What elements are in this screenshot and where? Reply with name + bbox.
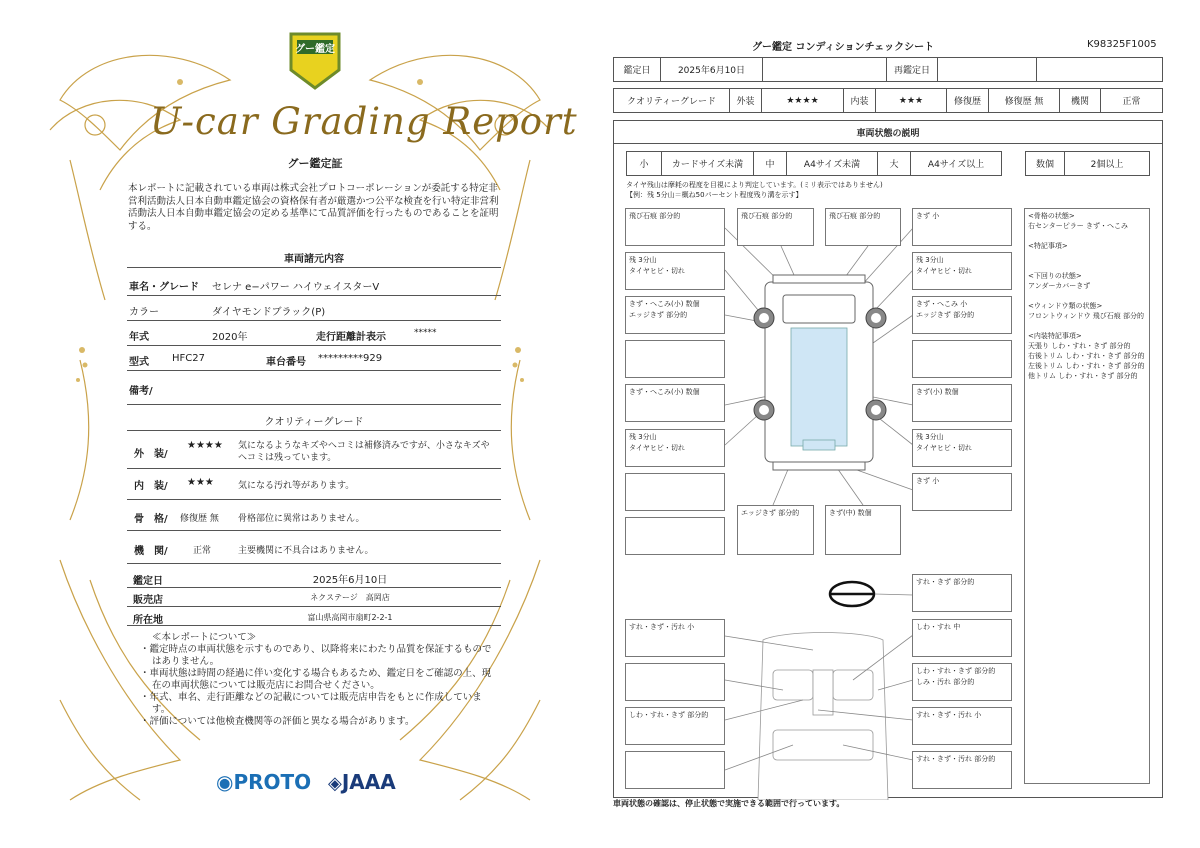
engine-label: 機 関/ xyxy=(134,546,168,557)
note-line: フロントウィンドウ 飛び石痕 部分的 xyxy=(1028,312,1145,320)
size-mid-description: A4サイズ未満 xyxy=(786,151,878,176)
address-value: 富山県高岡市扇町2-2-1 xyxy=(307,613,393,622)
type-label: 型式 xyxy=(129,357,149,368)
note-item: ・年式、車名、走行距離などの記載については販売店申告をもとに作成しています。 xyxy=(140,692,482,715)
size-small-description: カードサイズ未満 xyxy=(661,151,754,176)
interior-stars: ★★★ xyxy=(187,477,214,488)
divider xyxy=(127,587,501,588)
repair-history-value: 修復歴 無 xyxy=(988,88,1060,113)
divider xyxy=(127,625,501,626)
remarks-label: 備考/ xyxy=(129,386,153,397)
exterior-stars: ★★★★ xyxy=(761,88,844,113)
condition-title: 車両状態の説明 xyxy=(613,120,1163,144)
spec-section-title: 車両諸元内容 xyxy=(284,254,344,265)
damage-box-rear-left xyxy=(625,473,725,511)
note-line xyxy=(1028,231,1146,241)
frame-description: 骨格部位に異常はありません。 xyxy=(238,514,365,524)
year-value: 2020年 xyxy=(212,332,248,343)
damage-box-right-middle xyxy=(912,340,1012,378)
interior-box-rear-left xyxy=(625,751,725,789)
tire-note: タイヤ残山は摩耗の程度を目視により判定しています。(ミリ表示ではありません) xyxy=(626,181,883,189)
divider xyxy=(127,499,501,500)
exterior-stars: ★★★★ xyxy=(187,440,223,451)
certificate-title: グー鑑定証 xyxy=(287,157,343,170)
note-spacer xyxy=(1028,251,1146,271)
note-spacer xyxy=(1028,321,1146,331)
engine-description: 主要機関に不具合はありません。 xyxy=(238,546,374,556)
damage-box-left-middle xyxy=(625,340,725,378)
damage-box-front-right: きず 小 xyxy=(912,208,1012,246)
count-description: 2個以上 xyxy=(1064,151,1150,176)
damage-box-right-front-door: きず・へこみ 小 エッジきず 部分的 xyxy=(912,296,1012,334)
damage-box-rear-corner-left xyxy=(625,517,725,555)
model-label: 車名・グレード xyxy=(129,282,199,293)
interior-box-rear-seat: すれ・きず・汚れ 部分的 xyxy=(912,751,1012,789)
size-small: 小 xyxy=(626,151,662,176)
address-label: 所在地 xyxy=(133,615,163,626)
note-item: ・鑑定時点の車両状態を示すものであり、以降将来にわたり品質を保証するものではありません。 xyxy=(140,644,492,667)
note-line: 天張り しわ・すれ・きず 部分的 xyxy=(1028,342,1131,350)
divider xyxy=(127,370,501,371)
tire-box-front-right: 残 3分山 タイヤヒビ・切れ xyxy=(912,252,1012,290)
quality-section-title: クオリティーグレード xyxy=(264,417,364,428)
divider xyxy=(127,468,501,469)
size-mid: 中 xyxy=(753,151,787,176)
repair-history-label: 修復歴 xyxy=(946,88,989,113)
frame-label: 骨 格/ xyxy=(134,514,168,525)
date-label: 鑑定日 xyxy=(133,576,163,587)
damage-box-rear-center-left: エッジきず 部分的 xyxy=(737,505,814,555)
note-spacer xyxy=(1028,291,1146,301)
interior-box-steering: すれ・きず 部分的 xyxy=(912,574,1012,612)
damage-box-front-center-right: 飛び石痕 部分的 xyxy=(825,208,901,246)
size-large-description: A4サイズ以上 xyxy=(910,151,1002,176)
tire-example-note: 【例：残 5分山＝概ね50パーセント程度残り溝を示す】 xyxy=(626,191,803,199)
quality-grade-label: クオリティーグレード xyxy=(613,88,730,113)
chassis-label: 車台番号 xyxy=(266,357,306,368)
interior-stars: ★★★ xyxy=(875,88,947,113)
proto-logo xyxy=(216,770,311,794)
divider xyxy=(127,530,501,531)
date-value: 2025年6月10日 xyxy=(312,575,388,586)
report-notes xyxy=(140,632,500,728)
proto-logo-text: PROTO xyxy=(233,770,312,794)
badge-text: グー鑑定 xyxy=(295,44,335,55)
color-label: カラー xyxy=(129,307,159,318)
divider xyxy=(127,267,501,268)
damage-box-rear-right: きず 小 xyxy=(912,473,1012,511)
damage-box-rear-center-right: きず(中) 数個 xyxy=(825,505,901,555)
damage-box-front-left: 飛び石痕 部分的 xyxy=(625,208,725,246)
store-value: ネクステージ 高岡店 xyxy=(310,593,390,602)
divider xyxy=(127,345,501,346)
note-line: アンダーカバーきず xyxy=(1028,282,1091,290)
exterior-label: 外 装/ xyxy=(134,449,168,460)
mileage-value: ***** xyxy=(414,328,437,338)
engine-label: 機関 xyxy=(1059,88,1101,113)
damage-box-left-rear-door: きず・へこみ(小) 数個 xyxy=(625,384,725,422)
side-notes-panel xyxy=(1024,208,1150,784)
divider xyxy=(127,430,501,431)
engine-value: 正常 xyxy=(1100,88,1163,113)
engine-value: 正常 xyxy=(193,546,212,556)
divider xyxy=(127,606,501,607)
color-value: ダイヤモンドブラック(P) xyxy=(212,307,326,318)
note-line: 左後トリム しわ・すれ・きず 部分的 xyxy=(1028,362,1145,370)
note-line: <ウィンドウ類の状態> xyxy=(1028,302,1103,310)
year-label: 年式 xyxy=(129,332,149,343)
interior-description: 気になる汚れ等があります。 xyxy=(238,481,355,491)
certificate-intro-text: 本レポートに記載されている車両は株式会社プロトコーポレーションが委託する特定非営利活動法人日本自動車鑑定協会の資格保有者が厳選かつ公平な検査を行い特定非営利活動法人日本自動車鑑定協会の定める基準にて品質評価を行ったものであることを証明する。 xyxy=(128,183,499,232)
size-large: 大 xyxy=(877,151,911,176)
reappraisal-label: 再鑑定日 xyxy=(886,57,938,82)
note-line: 右後トリム しわ・すれ・きず 部分的 xyxy=(1028,352,1145,360)
divider xyxy=(127,295,501,296)
interior-box-front-left xyxy=(625,663,725,701)
tire-box-front-left: 残 3分山 タイヤヒビ・切れ xyxy=(625,252,725,290)
store-label: 販売店 xyxy=(133,595,163,606)
interior-box-front-right-seat: しわ・すれ 中 xyxy=(912,619,1012,657)
note-line: 右センターピラー きず・へこみ xyxy=(1028,222,1128,230)
interior-label: 内 装/ xyxy=(134,481,168,492)
interior-label: 内装 xyxy=(843,88,876,113)
damage-box-right-rear-door: きず(小) 数個 xyxy=(912,384,1012,422)
note-line: <下回りの状態> xyxy=(1028,272,1082,280)
note-item: ・評価については他検査機関等の評価と異なる場合があります。 xyxy=(140,716,415,727)
appraisal-date-value: 2025年6月10日 xyxy=(660,57,763,82)
note-line: <骨格の状態> xyxy=(1028,212,1075,220)
divider xyxy=(127,320,501,321)
jaaa-logo xyxy=(328,770,396,794)
report-script-title: U-car Grading Report xyxy=(150,100,578,143)
sheet-title: グー鑑定 コンディションチェックシート xyxy=(752,42,935,53)
appraisal-date-label: 鑑定日 xyxy=(613,57,661,82)
sheet-footer-note: 車両状態の確認は、停止状態で実施できる範囲で行っています。 xyxy=(613,799,845,808)
jaaa-logo-text: JAAA xyxy=(341,770,396,794)
proto-logo-mark-icon: ◉ xyxy=(216,770,234,794)
divider xyxy=(127,563,501,564)
divider xyxy=(127,404,501,405)
chassis-value: *********929 xyxy=(318,353,383,364)
sheet-doc-id: K98325F1005 xyxy=(1087,39,1157,50)
interior-box-right-trim: しわ・すれ・きず 部分的 しみ・汚れ 部分的 xyxy=(912,663,1012,701)
interior-box-left-trim: しわ・すれ・きず 部分的 xyxy=(625,707,725,745)
goo-kantei-badge-logo xyxy=(287,30,343,92)
type-value: HFC27 xyxy=(172,353,205,364)
note-item: ・車両状態は時間の経過に伴い変化する場合もあるため、鑑定日をご確認の上、現在の車両状態については販売店にお問合せください。 xyxy=(140,668,492,691)
reappraisal-value xyxy=(937,57,1037,82)
tire-box-rear-left: 残 3分山 タイヤヒビ・切れ xyxy=(625,429,725,467)
interior-box-console: すれ・きず・汚れ 小 xyxy=(912,707,1012,745)
model-value: セレナ e−パワー ハイウェイスターV xyxy=(212,282,380,293)
note-line: 他トリム しわ・すれ・きず 部分的 xyxy=(1028,372,1138,380)
mileage-label: 走行距離計表示 xyxy=(316,332,386,343)
tire-box-rear-right: 残 3分山 タイヤヒビ・切れ xyxy=(912,429,1012,467)
damage-box-left-front-door: きず・へこみ(小) 数個 エッジきず 部分的 xyxy=(625,296,725,334)
blank-cell xyxy=(762,57,887,82)
damage-box-front-center-left: 飛び石痕 部分的 xyxy=(737,208,814,246)
note-line: <内装特記事項> xyxy=(1028,332,1082,340)
count-label: 数個 xyxy=(1025,151,1065,176)
exterior-label: 外装 xyxy=(729,88,762,113)
notes-title: ≪本レポートについて≫ xyxy=(152,632,257,643)
jaaa-logo-mark-icon: ◈ xyxy=(328,773,342,794)
exterior-description: 気になるようなキズやヘコミは補修済みですが、小さなキズやヘコミは残っています。 xyxy=(238,441,490,463)
frame-value: 修復歴 無 xyxy=(180,514,219,524)
interior-box-ceiling: すれ・きず・汚れ 小 xyxy=(625,619,725,657)
note-line: <特記事項> xyxy=(1028,242,1068,250)
